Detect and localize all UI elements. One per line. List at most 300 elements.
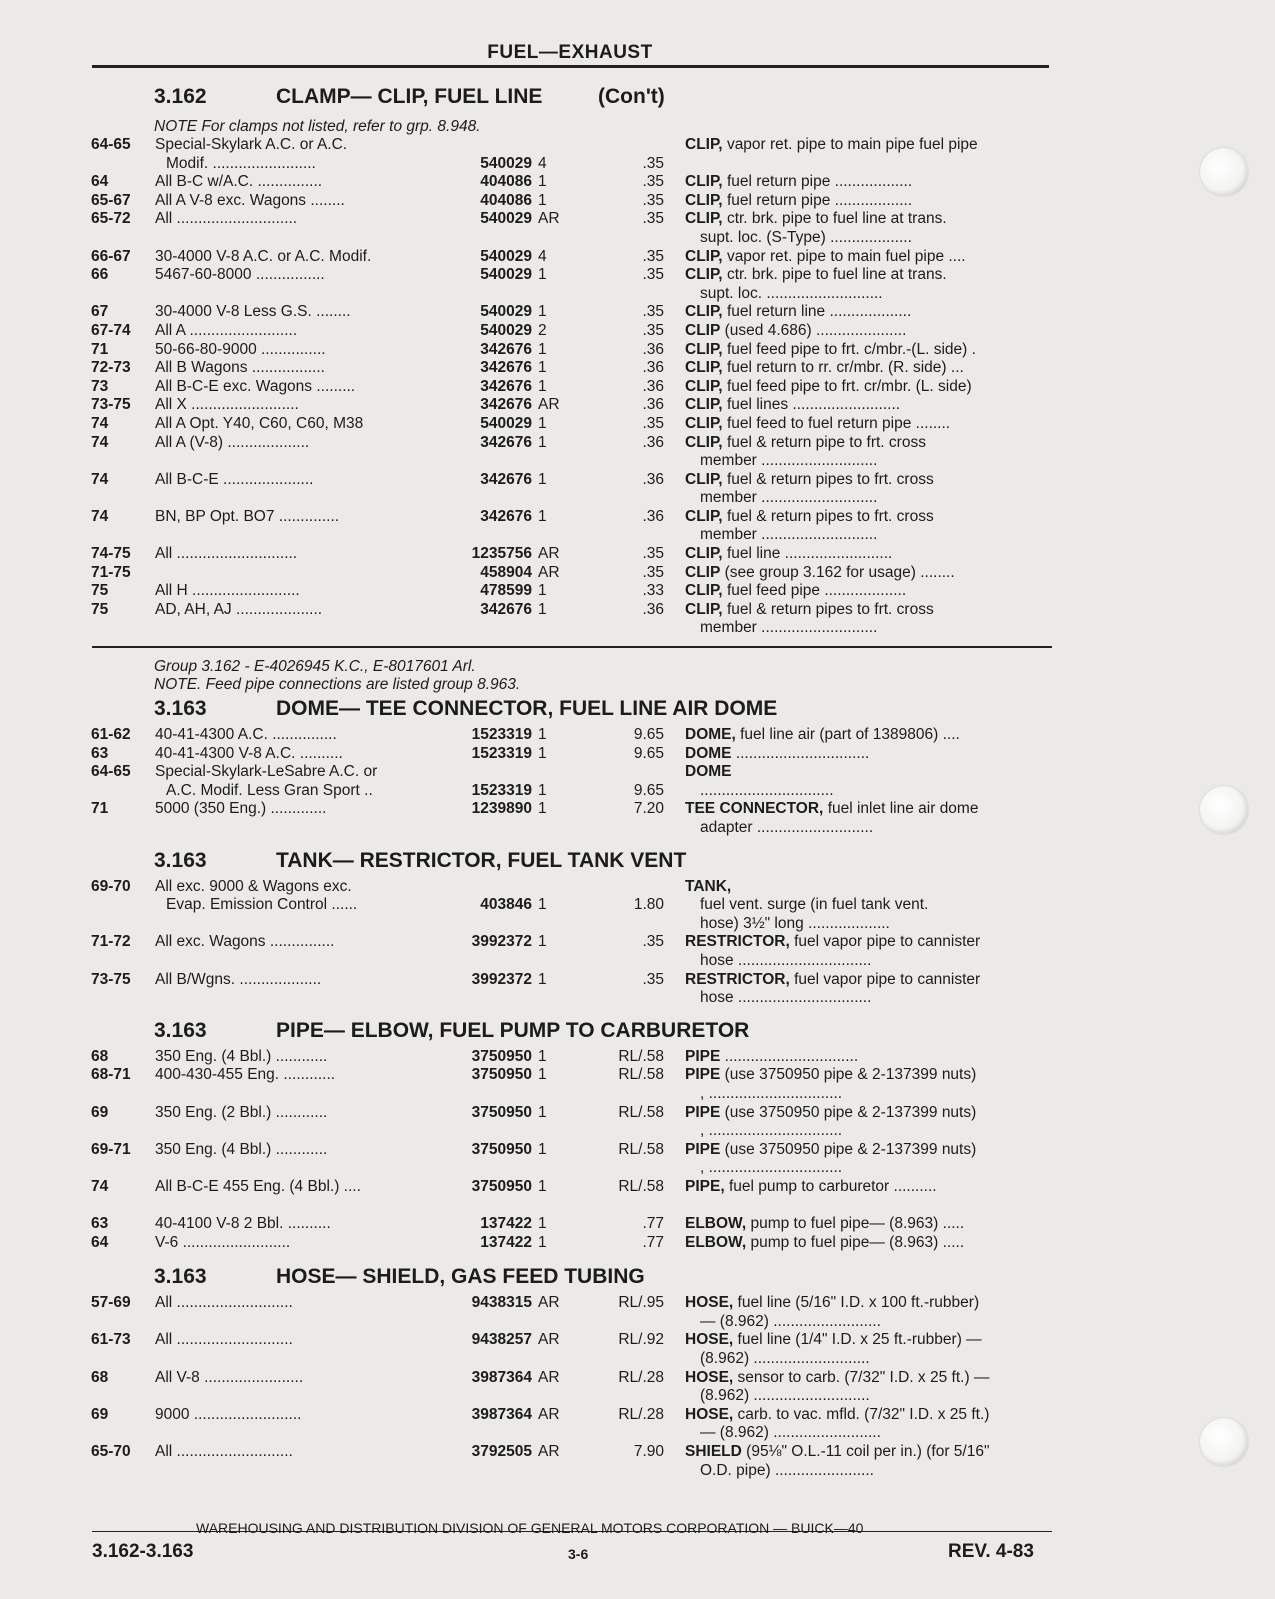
price: .35: [642, 303, 664, 321]
model-year: 71-72: [91, 933, 131, 951]
table-row: [0, 210, 1275, 247]
model-year: 69-71: [91, 1140, 131, 1158]
table-row: [0, 726, 1275, 745]
application: All B/Wgns. ...................: [155, 970, 322, 988]
description-text: fuel line (5/16" I.D. x 100 ft.-rubber): [737, 1294, 980, 1312]
application: All A (V-8) ...................: [155, 433, 310, 451]
quantity: 1: [538, 507, 547, 525]
price: .35: [642, 210, 664, 228]
section-note: [0, 676, 1275, 694]
part-number: 540029: [410, 303, 532, 322]
description: , ...............................: [700, 1084, 843, 1102]
part-number: 342676: [410, 508, 532, 527]
model-year: 66: [91, 266, 109, 284]
price: .35: [642, 414, 664, 432]
part-number: 540029: [410, 415, 532, 434]
section-title: CLAMP— CLIP, FUEL LINE: [276, 85, 543, 108]
description-text: fuel feed pipe to frt. c/mbr.-(L. side) .: [726, 340, 976, 358]
description: [685, 763, 1050, 782]
description: supt. loc. (S-Type) ...................: [700, 228, 912, 246]
description-text: (use 3750950 pipe & 2-137399 nuts): [724, 1103, 977, 1121]
quantity: 1: [538, 173, 547, 191]
description: [685, 378, 1050, 397]
application: All ............................: [155, 545, 298, 563]
description-text: fuel lines .........................: [726, 396, 901, 414]
application: 350 Eng. (2 Bbl.) ............: [155, 1103, 328, 1121]
quantity: AR: [538, 563, 560, 581]
part-number: 1523319: [410, 745, 532, 764]
spacer: [0, 644, 1275, 654]
description-text: fuel & return pipe to frt. cross: [726, 433, 926, 451]
section-heading: [0, 1262, 1275, 1294]
description-keyword: DOME: [685, 763, 732, 781]
section-number: 3.162: [154, 85, 207, 108]
price: .35: [642, 247, 664, 265]
section-heading: [0, 82, 1275, 118]
model-year: 64-65: [91, 136, 131, 153]
spacer: [0, 1008, 1275, 1016]
description: [685, 136, 1050, 155]
table-row: [0, 1178, 1275, 1215]
price: .36: [642, 340, 664, 358]
description: [685, 341, 1050, 360]
section-title: TANK— RESTRICTOR, FUEL TANK VENT: [276, 848, 687, 872]
model-year: 64-65: [91, 763, 131, 781]
table-row: [0, 508, 1275, 545]
table-row: [0, 564, 1275, 583]
model-year: 73-75: [91, 970, 131, 988]
description: member ...........................: [700, 452, 878, 470]
model-year: 71: [91, 340, 109, 358]
description: member ...........................: [700, 489, 878, 507]
table-row: [0, 1141, 1275, 1178]
application: 40-4100 V-8 2 Bbl. ..........: [155, 1215, 331, 1233]
footer-division: WAREHOUSING AND DISTRIBUTION DIVISION OF GENERAL MOTORS CORPORATION — BUICK—40: [196, 1520, 864, 1536]
description-keyword: CLIP,: [685, 210, 723, 228]
quantity: 1: [538, 359, 547, 377]
part-number: 3750950: [410, 1178, 532, 1197]
price: 9.65: [633, 781, 664, 799]
model-year: 71: [91, 800, 109, 818]
quantity: 1: [538, 726, 547, 744]
quantity: AR: [538, 210, 560, 228]
quantity: 1: [538, 744, 547, 762]
description: [685, 396, 1050, 415]
application: A.C. Modif. Less Gran Sport ..: [166, 781, 373, 799]
table-row: [0, 1331, 1275, 1368]
description: hose ...............................: [700, 989, 872, 1007]
description-text: fuel return pipe ..................: [726, 191, 913, 209]
description-text: fuel feed pipe ...................: [726, 582, 907, 600]
quantity: 1: [538, 933, 547, 951]
part-number: 540029: [410, 266, 532, 285]
description-text: ctr. brk. pipe to fuel line at trans.: [726, 266, 947, 284]
quantity: 1: [538, 191, 547, 209]
description-text: ...............................: [735, 744, 870, 762]
price: RL/.95: [618, 1294, 664, 1312]
price: .36: [642, 359, 664, 377]
quantity: 1: [538, 1140, 547, 1158]
application: All A Opt. Y40, C60, C60, M38: [155, 414, 364, 432]
table-row: [0, 378, 1275, 397]
footer-group-range: 3.162-3.163: [92, 1541, 194, 1562]
description-keyword: ELBOW,: [685, 1215, 747, 1233]
description-keyword: HOSE,: [685, 1405, 734, 1423]
quantity: 1: [538, 266, 547, 284]
model-year: 74: [91, 1177, 109, 1195]
table-row: [0, 800, 1275, 837]
description: — (8.962) .........................: [700, 1424, 881, 1442]
description: fuel vent. surge (in fuel tank vent.: [700, 896, 929, 914]
description: [685, 800, 1050, 819]
description-keyword: PIPE: [685, 1103, 721, 1121]
application: 30-4000 V-8 A.C. or A.C. Modif.: [155, 247, 372, 265]
quantity: 1: [538, 414, 547, 432]
table-row: [0, 1234, 1275, 1253]
description: hose) 3½" long ...................: [700, 914, 890, 932]
quantity: 1: [538, 1066, 547, 1084]
table-row: [0, 192, 1275, 211]
description: [685, 1104, 1050, 1123]
part-number: 1239890: [410, 800, 532, 819]
price: .35: [642, 970, 664, 988]
part-number: 540029: [410, 155, 532, 174]
price: 9.65: [633, 726, 664, 744]
price: RL/.28: [618, 1405, 664, 1423]
quantity: 1: [538, 1233, 547, 1251]
quantity: AR: [538, 1405, 560, 1423]
description: [685, 545, 1050, 564]
part-number: 3750950: [410, 1141, 532, 1160]
description: [685, 971, 1050, 990]
description-keyword: CLIP,: [685, 247, 723, 265]
footer-revision: REV. 4-83: [948, 1541, 1034, 1562]
application: All ...........................: [155, 1443, 293, 1461]
table-row: [0, 1066, 1275, 1103]
section-title: PIPE— ELBOW, FUEL PUMP TO CARBURETOR: [276, 1018, 750, 1042]
table-row: [0, 266, 1275, 303]
description-keyword: CLIP,: [685, 433, 723, 451]
description: O.D. pipe) .......................: [700, 1461, 874, 1479]
description: [685, 601, 1050, 620]
quantity: 1: [538, 896, 547, 914]
application: 350 Eng. (4 Bbl.) ............: [155, 1140, 328, 1158]
application: All ............................: [155, 210, 298, 228]
table-row: [0, 1215, 1275, 1234]
part-number: 458904: [410, 564, 532, 583]
section-number: 3.163: [154, 848, 207, 872]
model-year: 74: [91, 414, 109, 432]
part-number: 342676: [410, 396, 532, 415]
application: All exc. 9000 & Wagons exc.: [155, 877, 352, 895]
application: All B-C-E 455 Eng. (4 Bbl.) ....: [155, 1177, 361, 1195]
price: RL/.58: [618, 1177, 664, 1195]
description-keyword: CLIP,: [685, 507, 723, 525]
description: [685, 266, 1050, 285]
application: All H .........................: [155, 582, 300, 600]
description-keyword: ELBOW,: [685, 1233, 747, 1251]
description: [685, 1406, 1050, 1425]
section-heading: [0, 694, 1275, 726]
price: .36: [642, 396, 664, 414]
description-text: fuel pump to carburetor ..........: [728, 1177, 937, 1195]
model-year: 72-73: [91, 359, 131, 377]
section-heading: [0, 846, 1275, 878]
quantity: 1: [538, 433, 547, 451]
part-number: 3792505: [410, 1443, 532, 1462]
description-text: (95⅛" O.L.-11 coil per in.) (for 5/16": [746, 1443, 990, 1461]
description-text: fuel return pipe ..................: [726, 173, 913, 191]
model-year: 64: [91, 1233, 109, 1251]
model-year: 75: [91, 582, 109, 600]
price: .35: [642, 266, 664, 284]
part-number: 342676: [410, 471, 532, 490]
description-text: fuel vapor pipe to cannister: [794, 933, 981, 951]
model-year: 61-62: [91, 726, 131, 744]
application: All B-C w/A.C. ...............: [155, 173, 323, 191]
description-keyword: DOME,: [685, 726, 736, 744]
model-year: 63: [91, 744, 109, 762]
description: — (8.962) .........................: [700, 1312, 881, 1330]
part-number: 342676: [410, 434, 532, 453]
description: [685, 1443, 1050, 1462]
part-number: 137422: [410, 1215, 532, 1234]
model-year: 67-74: [91, 321, 131, 339]
application: All ...........................: [155, 1294, 293, 1312]
quantity: 1: [538, 1177, 547, 1195]
description-text: (use 3750950 pipe & 2-137399 nuts): [724, 1140, 977, 1158]
quantity: 1: [538, 377, 547, 395]
table-row: [0, 1443, 1275, 1480]
model-year: 68-71: [91, 1066, 131, 1084]
description-keyword: CLIP,: [685, 303, 723, 321]
description-keyword: HOSE,: [685, 1331, 734, 1349]
part-number: 1523319: [410, 782, 532, 801]
description-keyword: CLIP: [685, 563, 721, 581]
application: All A V-8 exc. Wagons ........: [155, 191, 345, 209]
description: [685, 1331, 1050, 1350]
price: .33: [642, 582, 664, 600]
spacer: [0, 838, 1275, 846]
part-number: 540029: [410, 322, 532, 341]
description: adapter ...........................: [700, 819, 874, 836]
model-year: 66-67: [91, 247, 131, 265]
model-year: 68: [91, 1368, 109, 1386]
model-year: 57-69: [91, 1294, 131, 1312]
description-keyword: CLIP,: [685, 600, 723, 618]
model-year: 67: [91, 303, 109, 321]
description: [685, 359, 1050, 378]
price: .77: [642, 1215, 664, 1233]
application: 30-4000 V-8 Less G.S. ........: [155, 303, 351, 321]
description-text: vapor ret. pipe to main pipe fuel pipe: [726, 136, 978, 153]
price: 9.65: [633, 744, 664, 762]
part-number: 1523319: [410, 726, 532, 745]
application: Modif. ........................: [166, 154, 316, 172]
description: supt. loc. ...........................: [700, 284, 883, 302]
description-text: fuel line air (part of 1389806) ....: [740, 726, 960, 744]
section-heading: [0, 1016, 1275, 1048]
description: [685, 1294, 1050, 1313]
quantity: AR: [538, 1368, 560, 1386]
description: [685, 1178, 1050, 1197]
table-row: [0, 1294, 1275, 1331]
description-text: fuel return to rr. cr/mbr. (R. side) ...: [726, 359, 964, 377]
description: [685, 582, 1050, 601]
description-text: (see group 3.162 for usage) ........: [724, 563, 955, 581]
table-row: [0, 396, 1275, 415]
description-keyword: CLIP,: [685, 377, 723, 395]
description-keyword: CLIP,: [685, 545, 723, 563]
table-row: [0, 745, 1275, 764]
quantity: 1: [538, 1215, 547, 1233]
description-text: fuel feed to fuel return pipe ........: [726, 414, 951, 432]
table-row: [0, 322, 1275, 341]
section-number: 3.163: [154, 1018, 207, 1042]
price: .35: [642, 191, 664, 209]
description-text: fuel line (1/4" I.D. x 25 ft.-rubber) —: [737, 1331, 982, 1349]
model-year: 65-67: [91, 191, 131, 209]
quantity: 1: [538, 340, 547, 358]
part-number: 3750950: [410, 1066, 532, 1085]
description-keyword: CLIP,: [685, 396, 723, 414]
model-year: 65-70: [91, 1443, 131, 1461]
description: [685, 564, 1050, 583]
description-text: fuel inlet line air dome: [827, 800, 979, 818]
description-text: fuel & return pipes to frt. cross: [726, 507, 934, 525]
price: RL/.58: [618, 1047, 664, 1065]
description: [685, 745, 1050, 764]
description: [685, 303, 1050, 322]
description-text: (used 4.686) .....................: [724, 321, 907, 339]
table-row: [0, 1048, 1275, 1067]
table-row: [0, 303, 1275, 322]
section-continued: (Con't): [598, 85, 665, 108]
description: [685, 415, 1050, 434]
description: [685, 210, 1050, 229]
table-row: [0, 878, 1275, 934]
description-text: fuel feed pipe to frt. cr/mbr. (L. side): [726, 377, 972, 395]
application: V-6 .........................: [155, 1233, 291, 1251]
price: 1.80: [633, 896, 664, 914]
page-title: FUEL—EXHAUST: [487, 42, 653, 63]
price: .35: [642, 321, 664, 339]
price: .35: [642, 563, 664, 581]
part-number: 342676: [410, 341, 532, 360]
application: Special-Skylark A.C. or A.C.: [155, 136, 348, 153]
description: [685, 933, 1050, 952]
model-year: 64: [91, 173, 109, 191]
table-row: [0, 1369, 1275, 1406]
description: , ...............................: [700, 1159, 843, 1177]
price: .36: [642, 433, 664, 451]
model-year: 74-75: [91, 545, 131, 563]
table-row: [0, 1104, 1275, 1141]
description-keyword: CLIP,: [685, 470, 723, 488]
application: All B-C-E exc. Wagons .........: [155, 377, 356, 395]
description-keyword: RESTRICTOR,: [685, 933, 790, 951]
description: [685, 173, 1050, 192]
description-keyword: HOSE,: [685, 1368, 734, 1386]
application: All B-C-E .....................: [155, 470, 314, 488]
description-keyword: TANK,: [685, 877, 732, 895]
note-text: NOTE For clamps not listed, refer to grp. 8.948.: [154, 118, 481, 135]
description: [685, 322, 1050, 341]
description-keyword: PIPE: [685, 1066, 721, 1084]
description-keyword: HOSE,: [685, 1294, 734, 1312]
part-number: 342676: [410, 378, 532, 397]
quantity: AR: [538, 1331, 560, 1349]
description-keyword: CLIP,: [685, 266, 723, 284]
description-keyword: TEE CONNECTOR,: [685, 800, 824, 818]
table-row: [0, 763, 1275, 800]
header-rule: [92, 65, 1049, 68]
application: 350 Eng. (4 Bbl.) ............: [155, 1047, 328, 1065]
application: BN, BP Opt. BO7 ..............: [155, 507, 340, 525]
application: AD, AH, AJ ....................: [155, 600, 323, 618]
application: Evap. Emission Control ......: [166, 896, 358, 914]
price: .35: [642, 545, 664, 563]
description-keyword: SHIELD: [685, 1443, 742, 1461]
application: 5467-60-8000 ................: [155, 266, 325, 284]
description-text: ...............................: [724, 1047, 859, 1065]
description: [685, 471, 1050, 490]
description-text: vapor ret. pipe to main fuel pipe ....: [726, 247, 966, 265]
price: .77: [642, 1233, 664, 1251]
footer-page-number: 3-6: [568, 1546, 589, 1562]
description-keyword: CLIP: [685, 321, 721, 339]
application: 5000 (350 Eng.) .............: [155, 800, 327, 818]
part-number: 404086: [410, 173, 532, 192]
price: .36: [642, 600, 664, 618]
description-keyword: RESTRICTOR,: [685, 970, 790, 988]
description: [685, 1048, 1050, 1067]
model-year: 73: [91, 377, 109, 395]
table-row: [0, 601, 1275, 638]
quantity: AR: [538, 545, 560, 563]
description-keyword: CLIP,: [685, 191, 723, 209]
price: RL/.58: [618, 1140, 664, 1158]
description-text: sensor to carb. (7/32" I.D. x 25 ft.) —: [737, 1368, 990, 1386]
description-text: fuel & return pipes to frt. cross: [726, 600, 934, 618]
quantity: 1: [538, 1047, 547, 1065]
application: Special-Skylark-LeSabre A.C. or: [155, 763, 378, 781]
part-number: 137422: [410, 1234, 532, 1253]
model-year: 69: [91, 1103, 109, 1121]
part-number: 342676: [410, 601, 532, 620]
table-row: [0, 1406, 1275, 1443]
model-year: 69: [91, 1405, 109, 1423]
description: [685, 192, 1050, 211]
application: All exc. Wagons ...............: [155, 933, 335, 951]
description-text: pump to fuel pipe— (8.963) .....: [750, 1233, 965, 1251]
description: member ...........................: [700, 526, 878, 544]
application: All V-8 .......................: [155, 1368, 304, 1386]
section-title: DOME— TEE CONNECTOR, FUEL LINE AIR DOME: [276, 697, 778, 721]
quantity: 4: [538, 247, 547, 265]
model-year: 74: [91, 507, 109, 525]
section-note: [0, 658, 1275, 676]
part-number: 9438315: [410, 1294, 532, 1313]
quantity: 1: [538, 303, 547, 321]
model-year: 61-73: [91, 1331, 131, 1349]
model-year: 73-75: [91, 396, 131, 414]
price: RL/.58: [618, 1103, 664, 1121]
application: 40-41-4300 A.C. ...............: [155, 726, 337, 744]
table-row: [0, 415, 1275, 434]
description: [685, 248, 1050, 267]
table-row: [0, 582, 1275, 601]
